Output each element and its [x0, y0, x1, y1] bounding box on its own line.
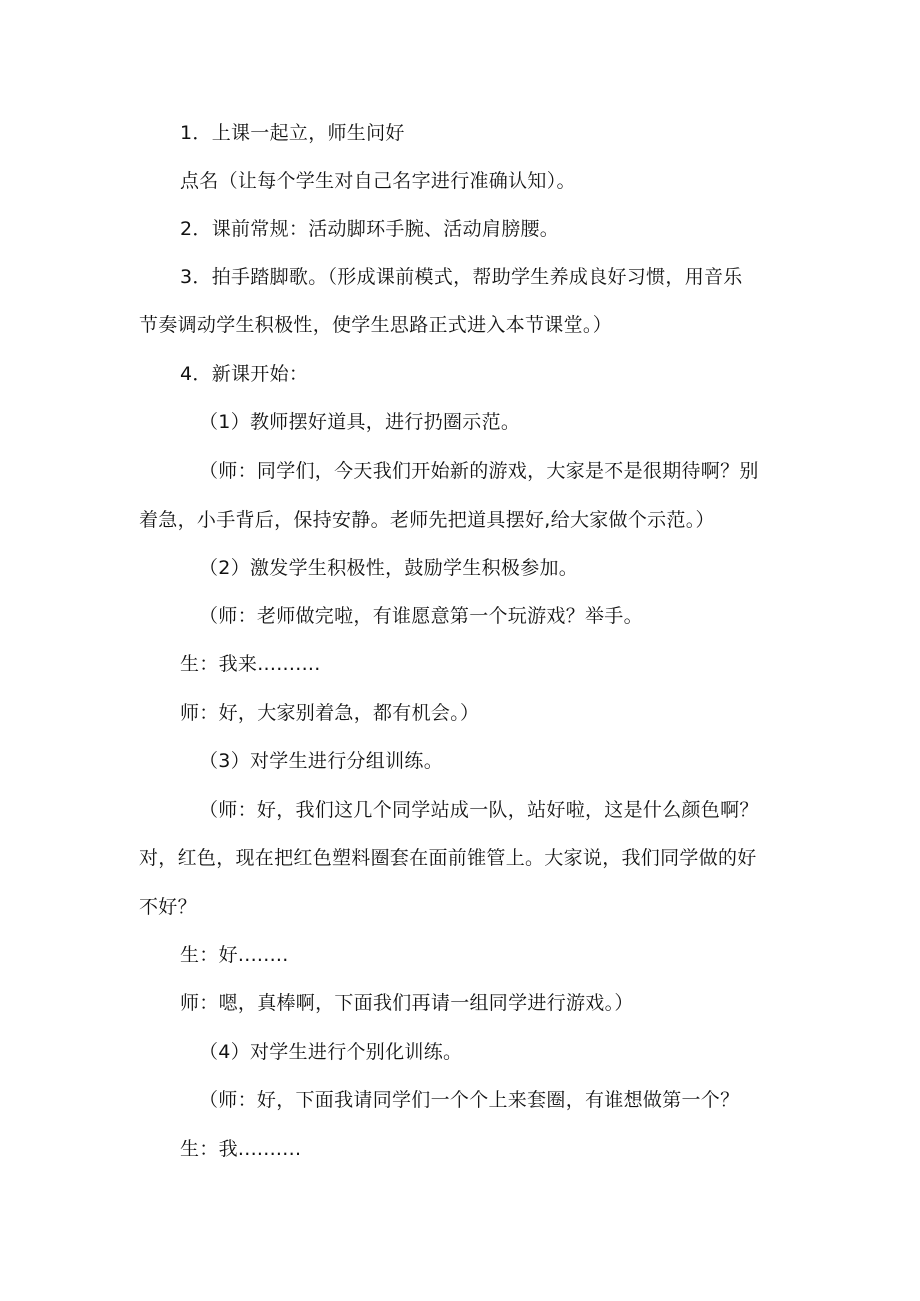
dialogue-line: （师：好，我们这几个同学站成一队，站好啦，这是什么颜色啊？: [199, 799, 759, 821]
dialogue-line: （师：老师做完啦，有谁愿意第一个玩游戏？举手。: [199, 605, 643, 627]
list-item-4: 4．新课开始：: [180, 363, 309, 385]
list-item-1: 1．上课一起立，师生问好: [180, 122, 405, 144]
dialogue-line: 不好？: [139, 896, 197, 918]
sub-item-1: （1）教师摆好道具，进行扔圈示范。: [199, 411, 521, 433]
dialogue-line: 生：我来..........: [180, 653, 321, 675]
paragraph-continuation: 节奏调动学生积极性，使学生思路正式进入本节课堂。）: [139, 314, 613, 336]
sub-item-4: （4）对学生进行个别化训练。: [199, 1041, 463, 1063]
dialogue-line: （师：同学们，今天我们开始新的游戏，大家是不是很期待啊？别: [199, 460, 759, 482]
dialogue-line: 师：嗯，真棒啊，下面我们再请一组同学进行游戏。）: [180, 992, 634, 1014]
dialogue-line: （师：好，下面我请同学们一个个上来套圈，有谁想做第一个？: [199, 1089, 740, 1111]
dialogue-line: 着急，小手背后，保持安静。老师先把道具摆好,给大家做个示范。）: [139, 509, 715, 531]
dialogue-line: 生：好........: [180, 944, 289, 966]
sub-item-3: （3）对学生进行分组训练。: [199, 750, 443, 772]
dialogue-line: 生：我..........: [180, 1138, 302, 1160]
list-item-2: 2．课前常规：活动脚环手腕、活动肩膀腰。: [180, 218, 560, 240]
paragraph-roll-call: 点名（让每个学生对自己名字进行准确认知）。: [180, 170, 576, 192]
dialogue-line: 对，红色，现在把红色塑料圈套在面前锥管上。大家说，我们同学做的好: [139, 847, 757, 869]
sub-item-2: （2）激发学生积极性，鼓励学生积极参加。: [199, 557, 579, 579]
dialogue-line: 师：好，大家别着急，都有机会。）: [180, 702, 480, 724]
list-item-3: 3．拍手踏脚歌。（形成课前模式，帮助学生养成良好习惯，用音乐: [180, 266, 743, 288]
